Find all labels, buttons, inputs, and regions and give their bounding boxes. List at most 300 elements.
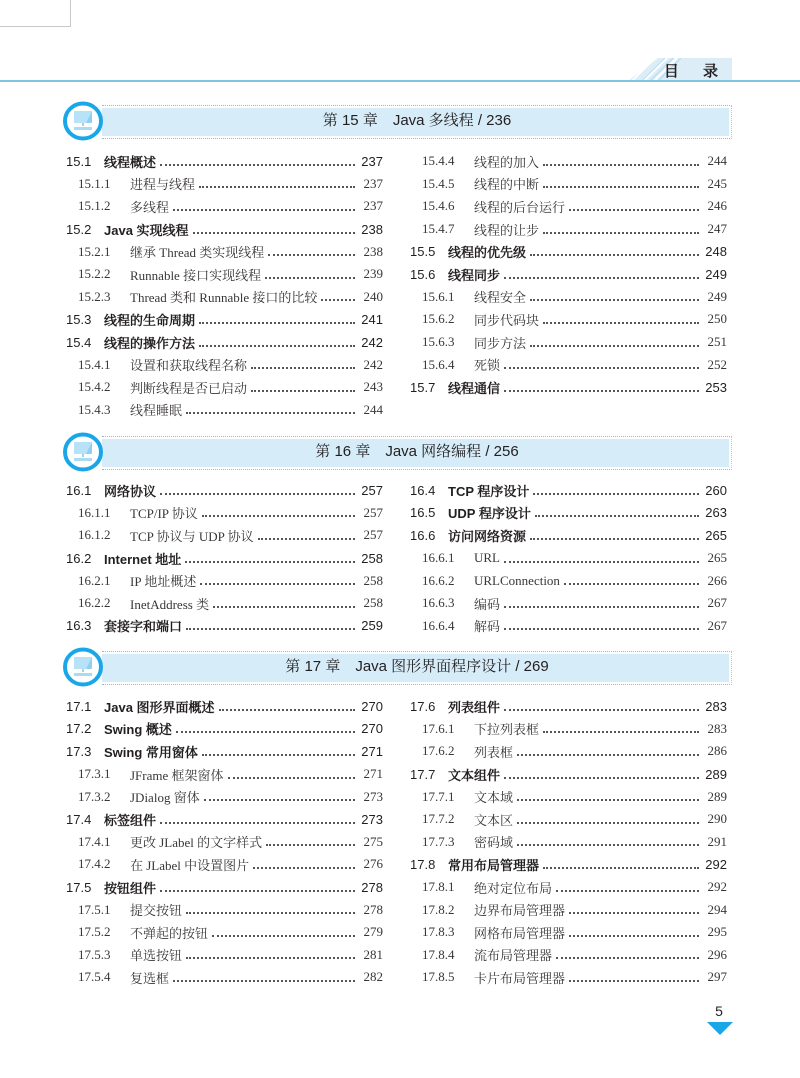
section-title: 同步代码块	[474, 312, 540, 328]
leader-dots	[185, 560, 355, 563]
section-number: 15.1.1	[78, 175, 111, 191]
page-ref: 291	[707, 833, 727, 849]
section-number: 15.4.3	[78, 401, 111, 417]
section-title: TCP/IP 协议	[130, 506, 198, 522]
section-number: 17.6.1	[422, 720, 455, 736]
toc-section-entry[interactable]	[66, 331, 383, 354]
section-title: 按钮组件	[104, 880, 157, 896]
leader-dots	[569, 979, 699, 982]
section-number: 16.6	[410, 527, 436, 543]
page-number: 5	[715, 1003, 723, 1019]
toc-subsection-entry[interactable]	[410, 218, 727, 241]
page-ref: 247	[707, 221, 727, 237]
section-number: 17.8.5	[422, 969, 455, 985]
toc-subsection-entry[interactable]	[66, 785, 383, 808]
toc-subsection-entry[interactable]	[66, 240, 383, 263]
page-ref: 289	[707, 788, 727, 804]
section-number: 15.2.2	[78, 266, 111, 282]
page-ref: 244	[363, 401, 383, 417]
section-number: 16.1	[66, 482, 92, 498]
page-ref: 258	[363, 572, 383, 588]
page-ref: 258	[361, 550, 383, 566]
leader-dots	[517, 821, 699, 824]
leader-dots	[321, 298, 355, 301]
toc-section-entry[interactable]	[66, 615, 383, 638]
page-ref: 257	[363, 504, 383, 520]
chapter-title: 第 17 章 Java 图形界面程序设计 / 269	[285, 658, 549, 675]
toc-subsection-entry[interactable]	[66, 966, 383, 989]
toc-subsection-entry[interactable]	[410, 173, 727, 196]
page-ref: 249	[707, 288, 727, 304]
section-title: 线程同步	[448, 267, 501, 283]
page-ref: 286	[707, 743, 727, 759]
section-number: 15.1.2	[78, 198, 111, 214]
leader-dots	[569, 934, 699, 937]
leader-dots	[160, 492, 355, 495]
toc-section-entry[interactable]	[66, 150, 383, 173]
header-title: 目 录	[663, 63, 728, 80]
section-title: 线程的让步	[474, 222, 540, 238]
section-number: 16.5	[410, 505, 436, 521]
page-ref: 275	[363, 833, 383, 849]
leader-dots	[517, 753, 699, 756]
page-ref: 240	[363, 288, 383, 304]
computer-icon	[62, 432, 106, 472]
section-number: 15.6.3	[422, 334, 455, 350]
toc-section-entry[interactable]	[410, 502, 727, 525]
section-title: 访问网络资源	[448, 528, 527, 544]
section-title: 流布局管理器	[474, 948, 553, 964]
section-number: 17.5.3	[78, 946, 111, 962]
section-title: Java 实现线程	[104, 222, 189, 238]
running-header	[628, 58, 732, 81]
section-title: 边界布局管理器	[474, 903, 566, 919]
section-number: 16.2.1	[78, 572, 111, 588]
leader-dots	[556, 889, 699, 892]
page-ref: 289	[705, 766, 727, 782]
toc-section-entry[interactable]	[410, 524, 727, 547]
leader-dots	[504, 560, 699, 563]
leader-dots	[265, 276, 355, 279]
toc-subsection-entry[interactable]	[66, 853, 383, 876]
section-title: 密码域	[474, 835, 514, 851]
page-ref: 263	[705, 505, 727, 521]
section-title: 多线程	[130, 199, 170, 215]
toc-subsection-entry[interactable]	[410, 876, 727, 899]
toc-subsection-entry[interactable]	[410, 150, 727, 173]
toc-subsection-entry[interactable]	[410, 547, 727, 570]
toc-subsection-entry[interactable]	[410, 831, 727, 854]
section-number: 17.8.1	[422, 879, 455, 895]
section-number: 16.6.1	[422, 550, 455, 566]
section-title: 判断线程是否已启动	[130, 380, 248, 396]
toc-section-entry[interactable]	[410, 695, 727, 718]
leader-dots	[228, 776, 355, 779]
section-number: 16.6.4	[422, 617, 455, 633]
leader-dots	[530, 537, 699, 540]
page-ref: 248	[705, 244, 727, 260]
page-ref: 282	[363, 969, 383, 985]
leader-dots	[258, 537, 355, 540]
leader-dots	[543, 321, 699, 324]
chapter-title: 第 16 章 Java 网络编程 / 256	[315, 443, 519, 460]
toc-subsection-entry[interactable]	[66, 944, 383, 967]
section-number: 17.8.2	[422, 901, 455, 917]
section-title: Thread 类和 Runnable 接口的比较	[130, 290, 318, 306]
section-title: 进程与线程	[130, 177, 196, 193]
leader-dots	[533, 492, 699, 495]
section-number: 17.6	[410, 698, 436, 714]
toc-section-entry[interactable]	[66, 718, 383, 741]
section-number: 17.6.2	[422, 743, 455, 759]
toc-column-right	[410, 479, 727, 637]
toc-subsection-entry[interactable]	[410, 331, 727, 354]
section-title: 线程的中断	[474, 177, 540, 193]
section-title: 线程的操作方法	[104, 335, 196, 351]
section-number: 17.7.1	[422, 788, 455, 804]
toc-subsection-entry[interactable]	[66, 592, 383, 615]
leader-dots	[193, 231, 355, 234]
toc-subsection-entry[interactable]	[66, 195, 383, 218]
leader-dots	[173, 979, 355, 982]
section-number: 15.6	[410, 266, 436, 282]
toc-subsection-entry[interactable]	[410, 785, 727, 808]
section-title: 复选框	[130, 970, 170, 986]
section-number: 16.6.2	[422, 572, 455, 588]
section-number: 16.3	[66, 618, 92, 634]
chapter-15-banner	[62, 101, 732, 141]
section-number: 17.4	[66, 811, 92, 827]
toc-subsection-entry[interactable]	[410, 921, 727, 944]
leader-dots	[504, 389, 699, 392]
page-ref: 252	[707, 356, 727, 372]
leader-dots	[253, 866, 355, 869]
toc-subsection-entry[interactable]	[66, 524, 383, 547]
section-number: 17.8.3	[422, 924, 455, 940]
section-title: 线程通信	[448, 380, 501, 396]
section-title: 文本区	[474, 812, 514, 828]
toc-subsection-entry[interactable]	[66, 263, 383, 286]
page-ref: 266	[707, 572, 727, 588]
leader-dots	[530, 253, 699, 256]
chapter-title: 第 15 章 Java 多线程 / 236	[322, 112, 512, 129]
toc-subsection-entry[interactable]	[66, 399, 383, 422]
section-number: 15.6.1	[422, 288, 455, 304]
page-ref: 246	[707, 198, 727, 214]
section-title: 死锁	[474, 358, 501, 374]
section-number: 16.6.3	[422, 595, 455, 611]
section-number: 15.4.7	[422, 221, 455, 237]
computer-icon	[62, 647, 106, 687]
page-ref: 278	[361, 879, 383, 895]
toc-subsection-entry[interactable]	[410, 308, 727, 331]
leader-dots	[569, 911, 699, 914]
page-ref: 250	[707, 311, 727, 327]
section-number: 15.6.2	[422, 311, 455, 327]
toc-section-entry[interactable]	[66, 547, 383, 570]
toc-section-entry[interactable]	[410, 853, 727, 876]
leader-dots	[199, 321, 355, 324]
section-title: Java 图形界面概述	[104, 699, 215, 715]
section-title: 线程的生命周期	[104, 312, 196, 328]
leader-dots	[186, 956, 355, 959]
section-number: 17.7.3	[422, 833, 455, 849]
leader-dots	[204, 798, 355, 801]
toc-subsection-entry[interactable]	[410, 195, 727, 218]
section-number: 15.4.5	[422, 175, 455, 191]
page-ref: 294	[707, 901, 727, 917]
page-ref: 238	[363, 243, 383, 259]
section-number: 16.2	[66, 550, 92, 566]
toc-subsection-entry[interactable]	[66, 353, 383, 376]
toc-section-entry[interactable]	[66, 695, 383, 718]
section-title: 提交按钮	[130, 903, 183, 919]
page-ref: 265	[705, 527, 727, 543]
leader-dots	[199, 185, 355, 188]
leader-dots	[266, 843, 355, 846]
page-ref: 273	[363, 788, 383, 804]
section-title: UDP 程序设计	[448, 506, 531, 522]
toc-section-entry[interactable]	[410, 240, 727, 263]
leader-dots	[504, 276, 699, 279]
section-number: 17.5.4	[78, 969, 111, 985]
leader-dots	[530, 298, 699, 301]
toc-subsection-entry[interactable]	[66, 921, 383, 944]
section-number: 15.4	[66, 334, 92, 350]
toc-subsection-entry[interactable]	[66, 376, 383, 399]
page-ref: 241	[361, 311, 383, 327]
section-number: 17.2	[66, 721, 92, 737]
section-title: Swing 常用窗体	[104, 744, 198, 760]
section-number: 17.5.2	[78, 924, 111, 940]
toc-subsection-entry[interactable]	[410, 569, 727, 592]
toc-section-entry[interactable]	[66, 740, 383, 763]
section-number: 15.4.4	[422, 153, 455, 169]
toc-column-left	[66, 150, 383, 421]
section-number: 17.5	[66, 879, 92, 895]
page-ref: 238	[361, 221, 383, 237]
leader-dots	[543, 185, 699, 188]
leader-dots	[200, 582, 355, 585]
leader-dots	[251, 389, 355, 392]
section-title: 线程的加入	[474, 154, 540, 170]
leader-dots	[517, 798, 699, 801]
page-ref: 267	[707, 595, 727, 611]
leader-dots	[251, 366, 355, 369]
section-title: 编码	[474, 596, 501, 612]
page-ref: 283	[707, 720, 727, 736]
toc-subsection-entry[interactable]	[66, 763, 383, 786]
leader-dots	[517, 843, 699, 846]
section-number: 15.2.3	[78, 288, 111, 304]
page-ref: 265	[707, 550, 727, 566]
section-title: 更改 JLabel 的文字样式	[130, 835, 263, 851]
section-number: 17.7.2	[422, 811, 455, 827]
leader-dots	[160, 821, 355, 824]
toc-section-entry[interactable]	[66, 308, 383, 331]
toc-section-entry[interactable]	[410, 479, 727, 502]
leader-dots	[160, 163, 355, 166]
page-ref: 257	[363, 527, 383, 543]
page-ref: 260	[705, 482, 727, 498]
leader-dots	[556, 956, 699, 959]
toc-subsection-entry[interactable]	[410, 944, 727, 967]
toc-subsection-entry[interactable]	[410, 592, 727, 615]
page-ref: 276	[363, 856, 383, 872]
leader-dots	[543, 730, 699, 733]
leader-dots	[202, 753, 355, 756]
section-number: 15.5	[410, 244, 436, 260]
toc-section-entry[interactable]	[66, 808, 383, 831]
section-title: 单选按钮	[130, 948, 183, 964]
section-title: 列表框	[474, 744, 514, 760]
leader-dots	[268, 253, 355, 256]
section-title: 线程概述	[104, 154, 157, 170]
section-title: JFrame 框架窗体	[130, 767, 224, 783]
section-title: 同步方法	[474, 335, 527, 351]
page-ref: 237	[363, 175, 383, 191]
page-ref: 297	[707, 969, 727, 985]
section-number: 17.8	[410, 856, 436, 872]
section-number: 17.4.1	[78, 833, 111, 849]
toc-column-left	[66, 479, 383, 637]
toc-section-entry[interactable]	[66, 218, 383, 241]
section-number: 17.7	[410, 766, 436, 782]
section-title: 继承 Thread 类实现线程	[130, 245, 265, 261]
leader-dots	[504, 627, 699, 630]
toc-subsection-entry[interactable]	[410, 898, 727, 921]
leader-dots	[543, 231, 699, 234]
toc-subsection-entry[interactable]	[66, 831, 383, 854]
section-title: 解码	[474, 619, 501, 635]
page-ref: 279	[363, 924, 383, 940]
leader-dots	[530, 344, 699, 347]
toc-column-right	[410, 150, 727, 399]
page-ref: 270	[361, 698, 383, 714]
leader-dots	[173, 208, 355, 211]
page-ref: 242	[363, 356, 383, 372]
chapter-16-banner	[62, 432, 732, 472]
page-ref: 295	[707, 924, 727, 940]
toc-subsection-entry[interactable]	[410, 740, 727, 763]
section-title: 线程的优先级	[448, 245, 527, 261]
section-title: InetAddress 类	[130, 596, 210, 612]
section-number: 17.8.4	[422, 946, 455, 962]
leader-dots	[219, 708, 355, 711]
section-title: Runnable 接口实现线程	[130, 267, 262, 283]
page-ref: 270	[361, 721, 383, 737]
page-ref: 271	[361, 743, 383, 759]
section-title: JDialog 窗体	[130, 790, 200, 806]
page-ref: 273	[361, 811, 383, 827]
page-ref: 271	[363, 766, 383, 782]
section-number: 15.4.6	[422, 198, 455, 214]
toc-subsection-entry[interactable]	[410, 353, 727, 376]
leader-dots	[564, 582, 699, 585]
page-ref: 242	[361, 334, 383, 350]
section-title: 常用布局管理器	[448, 857, 540, 873]
leader-dots	[160, 889, 355, 892]
section-number: 15.2.1	[78, 243, 111, 259]
section-title: IP 地址概述	[130, 574, 197, 590]
section-title: URLConnection	[474, 572, 560, 588]
section-title: Swing 概述	[104, 722, 172, 738]
page-ref: 292	[705, 856, 727, 872]
computer-icon	[62, 101, 106, 141]
toc-subsection-entry[interactable]	[66, 286, 383, 309]
section-title: 不弹起的按钮	[130, 925, 209, 941]
page-ref: 278	[363, 901, 383, 917]
leader-dots	[535, 514, 699, 517]
toc-subsection-entry[interactable]	[410, 286, 727, 309]
section-number: 17.5.1	[78, 901, 111, 917]
toc-section-entry[interactable]	[410, 376, 727, 399]
leader-dots	[569, 208, 699, 211]
toc-section-entry[interactable]	[66, 876, 383, 899]
toc-column-left	[66, 695, 383, 989]
section-number: 15.4.1	[78, 356, 111, 372]
toc-section-entry[interactable]	[66, 479, 383, 502]
section-title: URL	[474, 550, 500, 566]
section-title: 文本域	[474, 790, 514, 806]
toc-subsection-entry[interactable]	[410, 808, 727, 831]
section-title: 列表组件	[448, 699, 501, 715]
toc-subsection-entry[interactable]	[66, 569, 383, 592]
leader-dots	[199, 344, 355, 347]
page-ref: 281	[363, 946, 383, 962]
header-rule	[0, 80, 800, 82]
section-title: 下拉列表框	[474, 722, 540, 738]
section-title: 线程睡眠	[130, 403, 183, 419]
page-ref: 237	[361, 153, 383, 169]
page-arrow-icon	[707, 1022, 733, 1035]
toc-section-entry[interactable]	[410, 763, 727, 786]
section-number: 15.4.2	[78, 379, 111, 395]
section-title: TCP 协议与 UDP 协议	[130, 528, 254, 544]
section-number: 16.2.2	[78, 595, 111, 611]
page-ref: 283	[705, 698, 727, 714]
toc-subsection-entry[interactable]	[410, 615, 727, 638]
leader-dots	[504, 708, 699, 711]
toc-column-right	[410, 695, 727, 989]
section-number: 15.3	[66, 311, 92, 327]
leader-dots	[543, 866, 699, 869]
toc-subsection-entry[interactable]	[66, 173, 383, 196]
page-ref: 292	[707, 879, 727, 895]
section-number: 17.3.2	[78, 788, 111, 804]
page-ref: 267	[707, 617, 727, 633]
leader-dots	[186, 627, 355, 630]
leader-dots	[212, 934, 355, 937]
section-number: 16.4	[410, 482, 436, 498]
page-ref: 290	[707, 811, 727, 827]
toc-section-entry[interactable]	[410, 263, 727, 286]
section-number: 16.1.1	[78, 504, 111, 520]
section-number: 17.3.1	[78, 766, 111, 782]
section-title: TCP 程序设计	[448, 483, 530, 499]
toc-subsection-entry[interactable]	[410, 718, 727, 741]
page-ref: 251	[707, 334, 727, 350]
section-number: 17.1	[66, 698, 92, 714]
section-title: 线程的后台运行	[474, 199, 566, 215]
section-number: 16.1.2	[78, 527, 111, 543]
toc-subsection-entry[interactable]	[66, 898, 383, 921]
section-title: 标签组件	[104, 812, 157, 828]
toc-subsection-entry[interactable]	[66, 502, 383, 525]
toc-subsection-entry[interactable]	[410, 966, 727, 989]
section-title: Internet 地址	[104, 551, 182, 567]
leader-dots	[186, 911, 355, 914]
